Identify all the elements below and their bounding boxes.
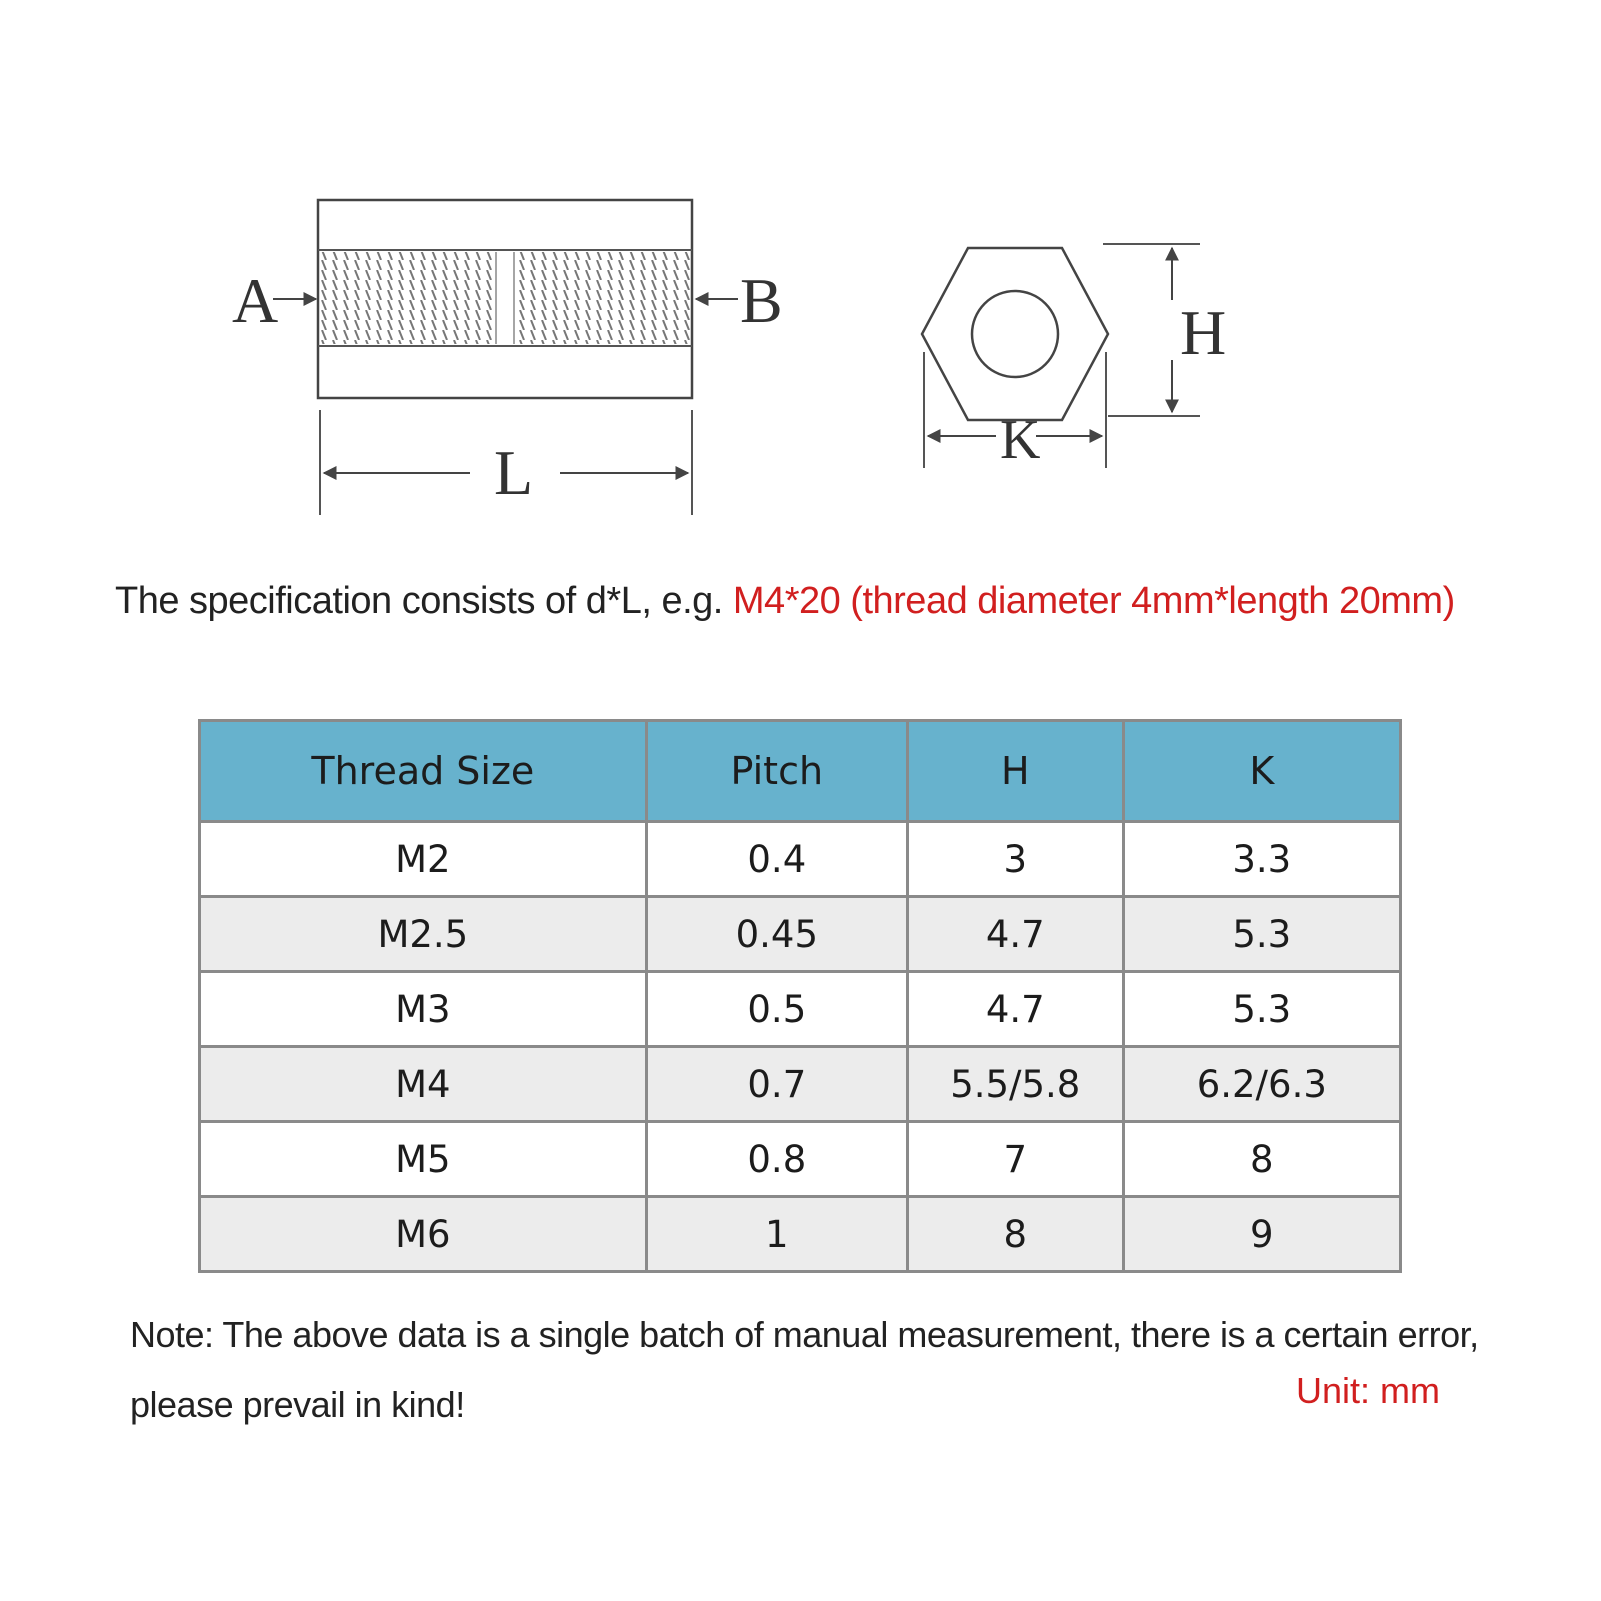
cell-k: 9 bbox=[1123, 1197, 1400, 1272]
cell-h: 7 bbox=[907, 1122, 1123, 1197]
label-b: B bbox=[740, 265, 783, 336]
note-line-1: Note: The above data is a single batch of manual measurement, there is a certain error, bbox=[130, 1314, 1479, 1355]
internal-thread-right bbox=[514, 252, 690, 344]
cell-h: 5.5/5.8 bbox=[907, 1047, 1123, 1122]
cell-thread-size: M2.5 bbox=[200, 897, 647, 972]
col-h: H bbox=[907, 721, 1123, 822]
standoff-diagram bbox=[0, 0, 1601, 560]
cell-pitch: 1 bbox=[646, 1197, 907, 1272]
label-k: K bbox=[1000, 409, 1041, 471]
table-row bbox=[200, 1197, 1401, 1272]
cell-thread-size: M6 bbox=[200, 1197, 647, 1272]
label-l: L bbox=[494, 437, 534, 508]
cell-pitch: 0.45 bbox=[646, 897, 907, 972]
cell-h: 8 bbox=[907, 1197, 1123, 1272]
col-thread-size: Thread Size bbox=[200, 721, 647, 822]
table-row bbox=[200, 822, 1401, 897]
hex-top-view bbox=[922, 248, 1108, 420]
table-row bbox=[200, 1122, 1401, 1197]
cell-h: 3 bbox=[907, 822, 1123, 897]
cell-k: 6.2/6.3 bbox=[1123, 1047, 1400, 1122]
internal-thread-left bbox=[320, 252, 496, 344]
cell-pitch: 0.5 bbox=[646, 972, 907, 1047]
cell-pitch: 0.4 bbox=[646, 822, 907, 897]
cell-k: 5.3 bbox=[1123, 972, 1400, 1047]
spec-prefix: The specification consists of d*L, e.g. bbox=[115, 580, 733, 622]
cell-thread-size: M4 bbox=[200, 1047, 647, 1122]
unit-label: Unit: mm bbox=[1296, 1370, 1440, 1411]
table-row bbox=[200, 1047, 1401, 1122]
cell-thread-size: M5 bbox=[200, 1122, 647, 1197]
cell-h: 4.7 bbox=[907, 897, 1123, 972]
spec-example: M4*20 (thread diameter 4mm*length 20mm) bbox=[732, 580, 1455, 622]
standoff-side-view bbox=[318, 200, 692, 398]
table-row bbox=[200, 972, 1401, 1047]
cell-h: 4.7 bbox=[907, 972, 1123, 1047]
cell-pitch: 0.7 bbox=[646, 1047, 907, 1122]
note-line-2: please prevail in kind! bbox=[130, 1384, 465, 1425]
col-k: K bbox=[1123, 721, 1400, 822]
table-row bbox=[200, 897, 1401, 972]
label-a: A bbox=[232, 265, 279, 336]
specification-text bbox=[115, 580, 1535, 623]
label-h: H bbox=[1180, 297, 1227, 368]
cell-thread-size: M3 bbox=[200, 972, 647, 1047]
cell-thread-size: M2 bbox=[200, 822, 647, 897]
cell-pitch: 0.8 bbox=[646, 1122, 907, 1197]
cell-k: 3.3 bbox=[1123, 822, 1400, 897]
col-pitch: Pitch bbox=[646, 721, 907, 822]
cell-k: 5.3 bbox=[1123, 897, 1400, 972]
table-header-row bbox=[200, 721, 1401, 822]
spec-table bbox=[198, 719, 1402, 1273]
cell-k: 8 bbox=[1123, 1122, 1400, 1197]
